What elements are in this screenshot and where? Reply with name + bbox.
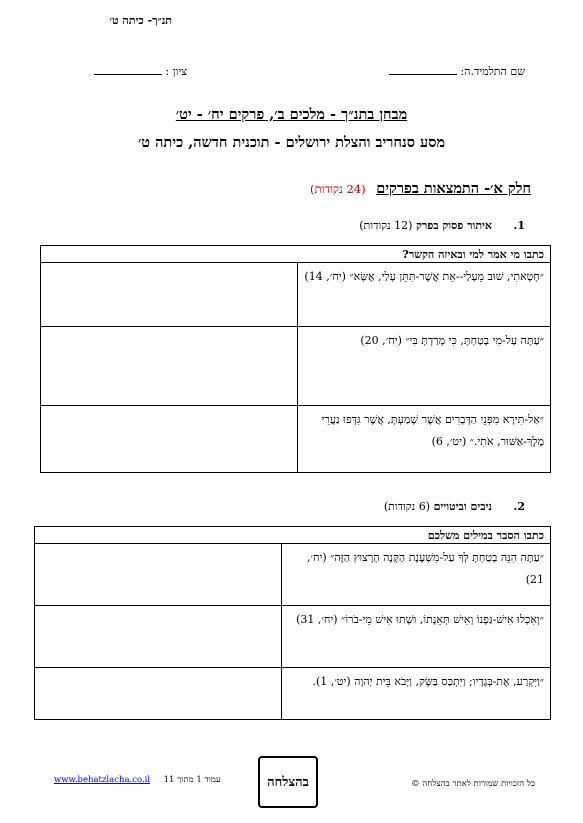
q1-title: איתור פסוק בפרק xyxy=(415,219,492,232)
q2-answer-cell-2[interactable] xyxy=(35,606,282,668)
student-name-row xyxy=(389,64,525,78)
q1-verse-cell xyxy=(298,327,551,406)
q1-answer-cell-3[interactable] xyxy=(41,406,298,473)
q2-answer-cell-1[interactable] xyxy=(35,544,282,606)
table-row xyxy=(41,406,551,473)
subject-grade-label: תנ״ך- כיתה ט׳ xyxy=(109,14,172,27)
table-row xyxy=(35,544,551,606)
q1-verse-cell xyxy=(298,263,551,327)
q2-verse-1: ״עַתָּה הִנֵּה בָטַחְתָּ לְּךָ עַל-מִשְׁעֶנֶת הַקָּנֶה הָרָצוּץ הַזֶּה״ (יח׳, 21) xyxy=(306,551,544,586)
part-a-points: (24 נקודות) xyxy=(309,182,366,196)
q2-title: ניבים וביטויים xyxy=(433,500,492,513)
q2-verse-cell xyxy=(282,668,551,720)
grade-row xyxy=(94,64,187,78)
q2-verse-2: ״וְאִכְלוּ אִישׁ-גַּפְנוֹ וְאִישׁ תְּאֵנָתוֹ, וּשְׁתוּ אִישׁ מֵי-בֹרוֹ״ (יח׳, 31) xyxy=(296,613,544,626)
website-link[interactable]: www.behatzlacha.co.il xyxy=(54,775,151,785)
table-row xyxy=(35,606,551,668)
q1-points: (12 נקודות) xyxy=(359,219,413,232)
part-a-heading xyxy=(310,180,531,198)
page-number: עמוד 1 מתוך 11 xyxy=(163,775,221,785)
exam-subtitle: מסע סנחריב והצלת ירושלים - תוכנית חדשה, כיתה ט׳ xyxy=(137,134,446,151)
behatzlacha-logo xyxy=(258,756,318,808)
logo-text: בהצלחה xyxy=(267,775,309,790)
q2-verse-cell xyxy=(282,606,551,668)
q2-points: (6 נקודות) xyxy=(383,500,431,513)
student-name-label: שם התלמיד.ה: xyxy=(460,65,525,78)
table-row xyxy=(41,327,551,406)
q2-table-header: כתבו הסבר במילים משלכם xyxy=(35,527,551,544)
q1-heading xyxy=(359,219,525,232)
q1-number: 1. xyxy=(513,219,525,232)
q1-verse-1: ״חָטָאתִי, שׁוּב מֵעָלַי--אֵת אֲשֶׁר-תִּתֵּן עָלַי, אֶשָּׂא״ (יח׳, 14) xyxy=(304,270,544,283)
q1-answer-cell-2[interactable] xyxy=(41,327,298,406)
q1-table xyxy=(40,245,551,473)
exam-title: מבחן בתנ״ך - מלכים ב׳, פרקים יח׳ - יט׳ xyxy=(175,106,408,123)
q2-table xyxy=(34,526,551,720)
q1-table-header: כתבו מי אמר למי ובאיזה הקשר? xyxy=(41,246,551,263)
q1-answer-cell-1[interactable] xyxy=(41,263,298,327)
q2-number: 2. xyxy=(513,500,525,513)
q2-heading xyxy=(384,500,525,513)
q1-verse-2: ״עַתָּה עַל-מִי בָטַחְתָּ, כִּי מָרַדְתָּ בִּי״ (יח׳, 20) xyxy=(360,334,544,347)
copyright-notice: כל הזכויות שמורות לאתר בהצלחה © xyxy=(411,779,535,789)
table-row xyxy=(35,668,551,720)
student-name-field[interactable] xyxy=(389,64,457,75)
q1-verse-3: ״אַל-תִּירָא מִפְּנֵי הַדְּבָרִים אֲשֶׁר שָׁמַעְתָּ, אֲשֶׁר גִּדְּפוּ נַעֲרֵי מֶלֶךְ-אַשּׁוּר, אֹתִי.״ (יט׳, 6) xyxy=(321,413,544,448)
table-row xyxy=(41,263,551,327)
part-a-title: חלק א׳- התמצאות בפרקים xyxy=(376,180,531,197)
grade-label: ציון : xyxy=(165,65,187,78)
grade-field[interactable] xyxy=(94,64,162,75)
q1-verse-cell xyxy=(298,406,551,473)
q2-answer-cell-3[interactable] xyxy=(35,668,282,720)
q2-verse-3: ״וַיִּקְרַע, אֶת-בְּגָדָיו; וַיִּתְכַּס בַּשָּׂק, וַיָּבֹא בֵּית יְהוָה (יט׳, 1). xyxy=(312,675,544,688)
q2-verse-cell xyxy=(282,544,551,606)
footer-left xyxy=(48,774,221,785)
